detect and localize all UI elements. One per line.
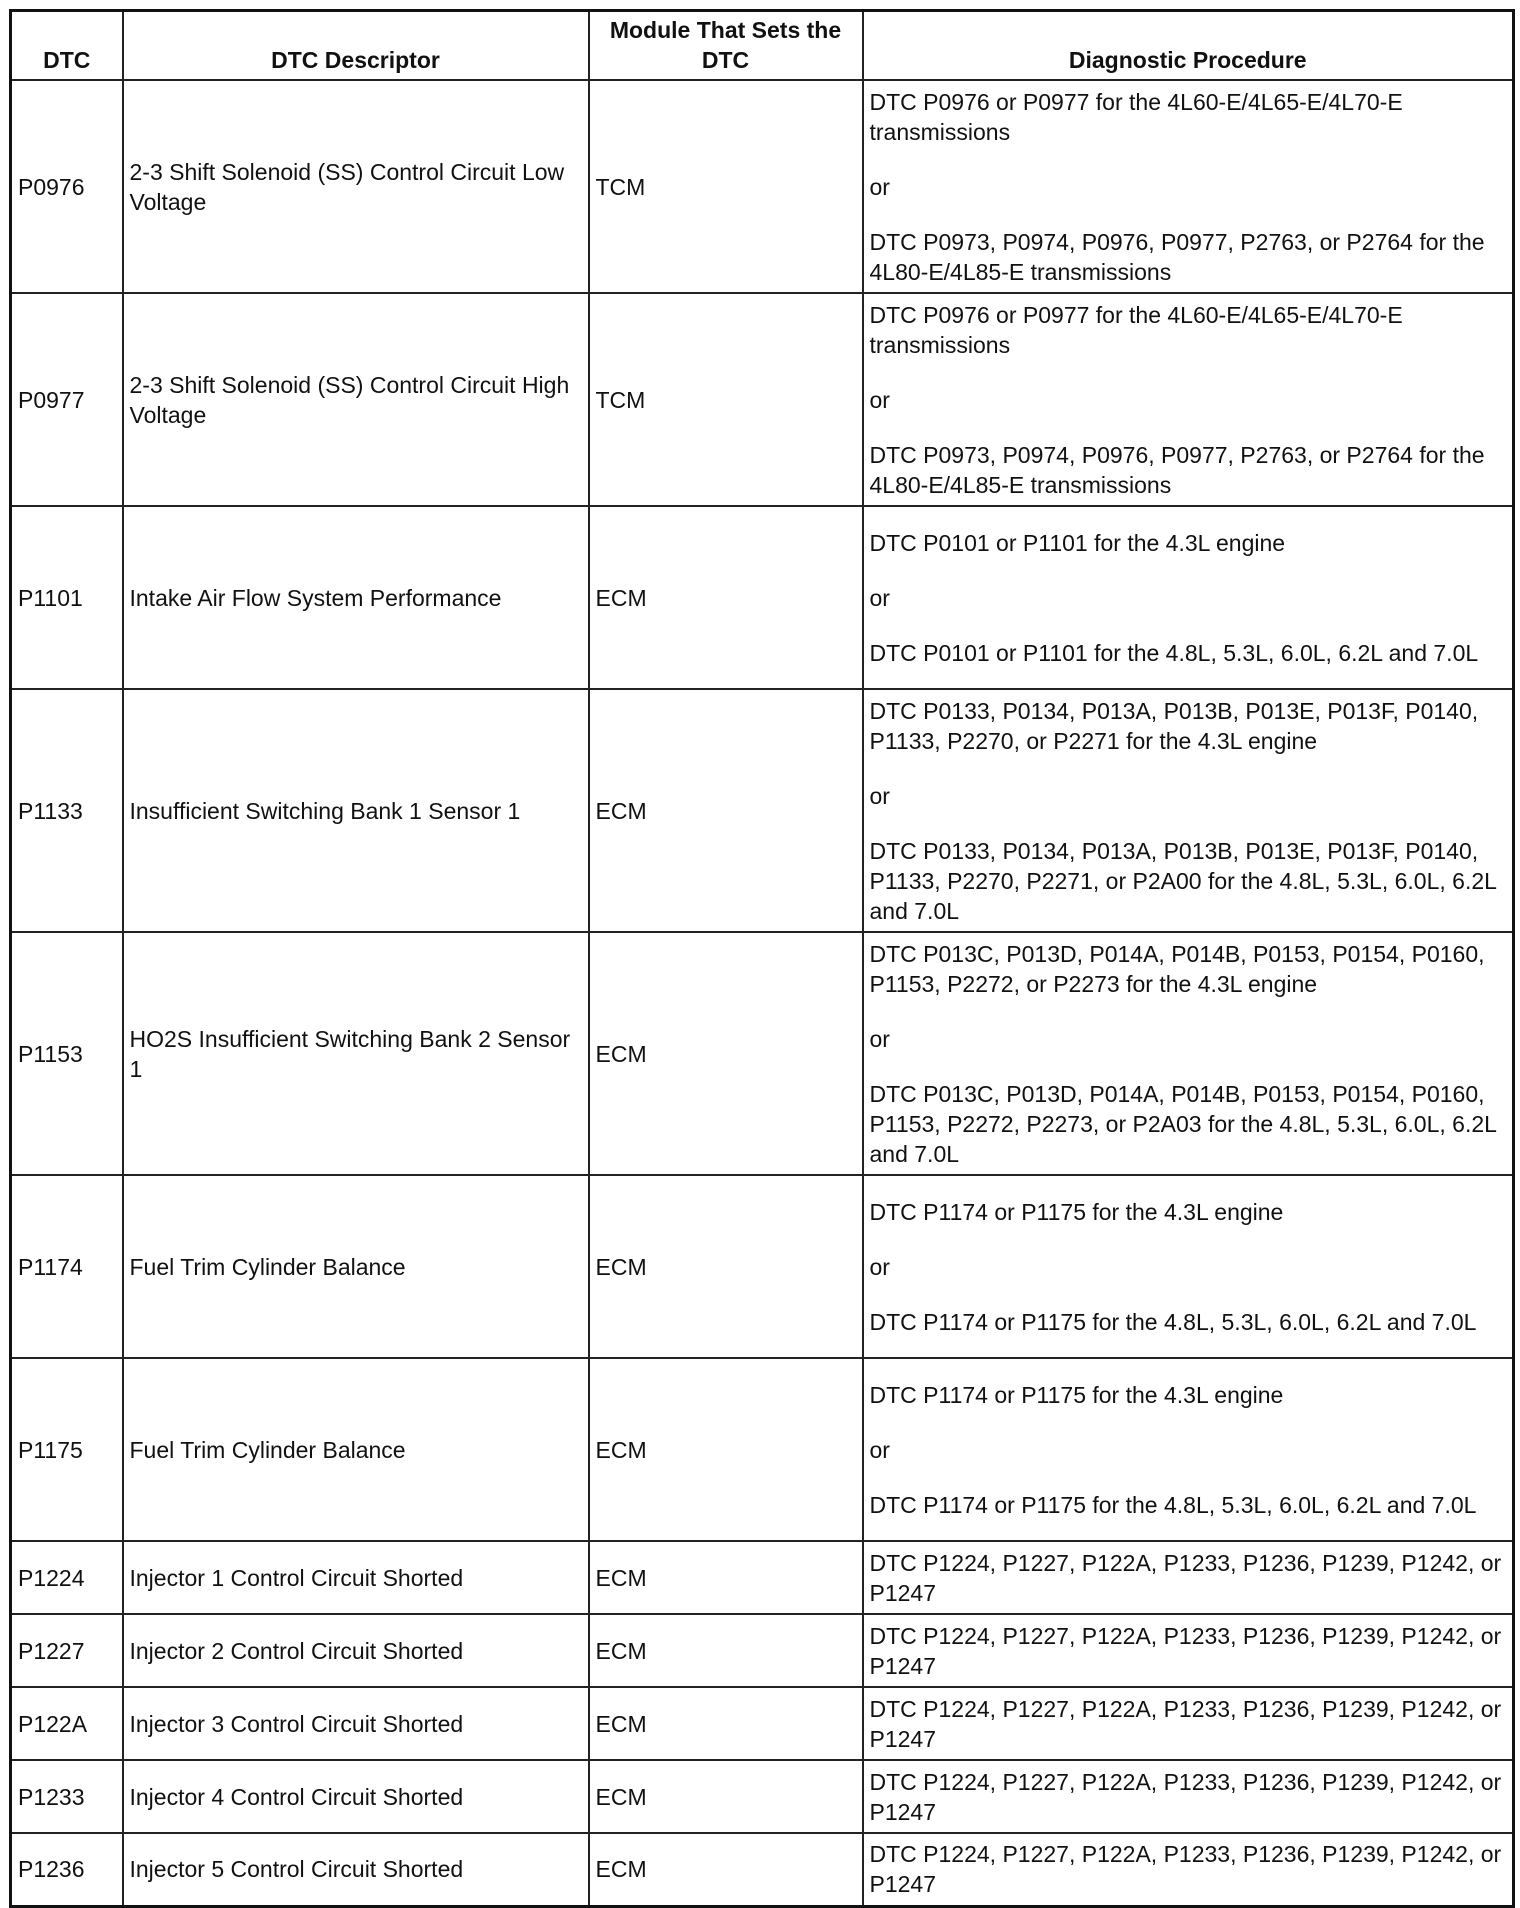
- header-row: [11, 11, 1514, 81]
- module-cell: ECM: [589, 1833, 863, 1906]
- diagnostic-procedure-cell: [863, 506, 1514, 689]
- procedure-or-separator: or: [869, 173, 890, 200]
- procedure-or-separator: or: [869, 584, 890, 611]
- dtc-code-cell: P1175: [11, 1358, 123, 1541]
- diagnostic-procedure-cell: [863, 689, 1514, 932]
- module-cell: TCM: [589, 293, 863, 506]
- procedure-text: DTC P1174 or P1175 for the 4.3L engine: [869, 1381, 1284, 1408]
- dtc-code-cell: P1153: [11, 932, 123, 1175]
- diagnostic-procedure-cell: [863, 1760, 1514, 1833]
- dtc-descriptor-cell: Insufficient Switching Bank 1 Sensor 1: [123, 689, 589, 932]
- module-cell: ECM: [589, 1541, 863, 1614]
- table-body: [11, 80, 1514, 1906]
- procedure-text: DTC P1174 or P1175 for the 4.3L engine: [869, 1198, 1284, 1225]
- dtc-descriptor-cell: Injector 5 Control Circuit Shorted: [123, 1833, 589, 1906]
- procedure-text: DTC P0973, P0974, P0976, P0977, P2763, or P2764 for the 4L80-E/4L85-E transmissions: [869, 441, 1485, 498]
- dtc-descriptor-cell: Injector 2 Control Circuit Shorted: [123, 1614, 589, 1687]
- table-row: [11, 1614, 1514, 1687]
- dtc-descriptor-cell: Injector 4 Control Circuit Shorted: [123, 1760, 589, 1833]
- table-row: [11, 689, 1514, 932]
- diagnostic-procedure-cell: [863, 80, 1514, 293]
- diagnostic-procedure-cell: [863, 1175, 1514, 1358]
- dtc-code-cell: P1227: [11, 1614, 123, 1687]
- module-cell: ECM: [589, 689, 863, 932]
- dtc-descriptor-cell: Fuel Trim Cylinder Balance: [123, 1358, 589, 1541]
- dtc-table: [9, 9, 1515, 1908]
- procedure-text: DTC P0973, P0974, P0976, P0977, P2763, or P2764 for the 4L80-E/4L85-E transmissions: [869, 228, 1485, 285]
- table-row: [11, 1760, 1514, 1833]
- diagnostic-procedure-cell: [863, 1833, 1514, 1906]
- procedure-or-separator: or: [869, 1436, 890, 1463]
- procedure-text: DTC P0133, P0134, P013A, P013B, P013E, P013F, P0140, P1133, P2270, P2271, or P2A00 for the 4.8L, 5.3L, 6.0L, 6.2L and 7.0L: [869, 837, 1497, 924]
- header-procedure: Diagnostic Procedure: [863, 11, 1514, 81]
- dtc-descriptor-cell: HO2S Insufficient Switching Bank 2 Sensor 1: [123, 932, 589, 1175]
- dtc-code-cell: P1236: [11, 1833, 123, 1906]
- diagnostic-procedure-cell: [863, 1541, 1514, 1614]
- table-row: [11, 1687, 1514, 1760]
- module-cell: ECM: [589, 1760, 863, 1833]
- procedure-text: DTC P1224, P1227, P122A, P1233, P1236, P1239, P1242, or P1247: [869, 1841, 1502, 1898]
- diagnostic-procedure-cell: [863, 1358, 1514, 1541]
- dtc-code-cell: P1224: [11, 1541, 123, 1614]
- table-row: [11, 1833, 1514, 1906]
- dtc-descriptor-cell: Intake Air Flow System Performance: [123, 506, 589, 689]
- module-cell: TCM: [589, 80, 863, 293]
- table-row: [11, 1358, 1514, 1541]
- header-descriptor: DTC Descriptor: [123, 11, 589, 81]
- table-row: [11, 80, 1514, 293]
- procedure-text: DTC P1224, P1227, P122A, P1233, P1236, P1239, P1242, or P1247: [869, 1622, 1502, 1679]
- module-cell: ECM: [589, 1614, 863, 1687]
- procedure-or-separator: or: [869, 1025, 890, 1052]
- procedure-text: DTC P0976 or P0977 for the 4L60-E/4L65-E/4L70-E transmissions: [869, 301, 1403, 358]
- module-cell: ECM: [589, 1175, 863, 1358]
- table-row: [11, 1175, 1514, 1358]
- module-cell: ECM: [589, 1358, 863, 1541]
- diagnostic-procedure-cell: [863, 1687, 1514, 1760]
- procedure-text: DTC P1174 or P1175 for the 4.8L, 5.3L, 6.0L, 6.2L and 7.0L: [869, 1491, 1477, 1518]
- dtc-descriptor-cell: Fuel Trim Cylinder Balance: [123, 1175, 589, 1358]
- dtc-descriptor-cell: Injector 1 Control Circuit Shorted: [123, 1541, 589, 1614]
- header-dtc: DTC: [11, 11, 123, 81]
- table-row: [11, 293, 1514, 506]
- dtc-code-cell: P1174: [11, 1175, 123, 1358]
- diagnostic-procedure-cell: [863, 1614, 1514, 1687]
- dtc-descriptor-cell: Injector 3 Control Circuit Shorted: [123, 1687, 589, 1760]
- procedure-text: DTC P1174 or P1175 for the 4.8L, 5.3L, 6.0L, 6.2L and 7.0L: [869, 1308, 1477, 1335]
- table-header: [11, 11, 1514, 81]
- dtc-code-cell: P1133: [11, 689, 123, 932]
- procedure-text: DTC P0133, P0134, P013A, P013B, P013E, P013F, P0140, P1133, P2270, or P2271 for the 4.3L engine: [869, 697, 1479, 754]
- dtc-code-cell: P122A: [11, 1687, 123, 1760]
- procedure-text: DTC P013C, P013D, P014A, P014B, P0153, P0154, P0160, P1153, P2272, or P2273 for the 4.3L engine: [869, 940, 1485, 997]
- dtc-code-cell: P1101: [11, 506, 123, 689]
- dtc-code-cell: P0977: [11, 293, 123, 506]
- diagnostic-procedure-cell: [863, 293, 1514, 506]
- procedure-text: DTC P0101 or P1101 for the 4.8L, 5.3L, 6.0L, 6.2L and 7.0L: [869, 639, 1479, 666]
- table-row: [11, 506, 1514, 689]
- header-module: Module That Sets the DTC: [589, 11, 863, 81]
- dtc-code-cell: P1233: [11, 1760, 123, 1833]
- dtc-descriptor-cell: 2-3 Shift Solenoid (SS) Control Circuit High Voltage: [123, 293, 589, 506]
- table-row: [11, 1541, 1514, 1614]
- module-cell: ECM: [589, 506, 863, 689]
- dtc-code-cell: P0976: [11, 80, 123, 293]
- dtc-descriptor-cell: 2-3 Shift Solenoid (SS) Control Circuit Low Voltage: [123, 80, 589, 293]
- diagnostic-procedure-cell: [863, 932, 1514, 1175]
- procedure-or-separator: or: [869, 386, 890, 413]
- procedure-text: DTC P0976 or P0977 for the 4L60-E/4L65-E/4L70-E transmissions: [869, 88, 1403, 145]
- procedure-text: DTC P0101 or P1101 for the 4.3L engine: [869, 529, 1286, 556]
- procedure-or-separator: or: [869, 782, 890, 809]
- procedure-text: DTC P1224, P1227, P122A, P1233, P1236, P1239, P1242, or P1247: [869, 1768, 1502, 1825]
- table-row: [11, 932, 1514, 1175]
- procedure-or-separator: or: [869, 1253, 890, 1280]
- module-cell: ECM: [589, 1687, 863, 1760]
- module-cell: ECM: [589, 932, 863, 1175]
- procedure-text: DTC P1224, P1227, P122A, P1233, P1236, P1239, P1242, or P1247: [869, 1549, 1502, 1606]
- procedure-text: DTC P013C, P013D, P014A, P014B, P0153, P0154, P0160, P1153, P2272, P2273, or P2A03 for the 4.8L, 5.3L, 6.0L, 6.2L and 7.0L: [869, 1080, 1497, 1167]
- procedure-text: DTC P1224, P1227, P122A, P1233, P1236, P1239, P1242, or P1247: [869, 1695, 1502, 1752]
